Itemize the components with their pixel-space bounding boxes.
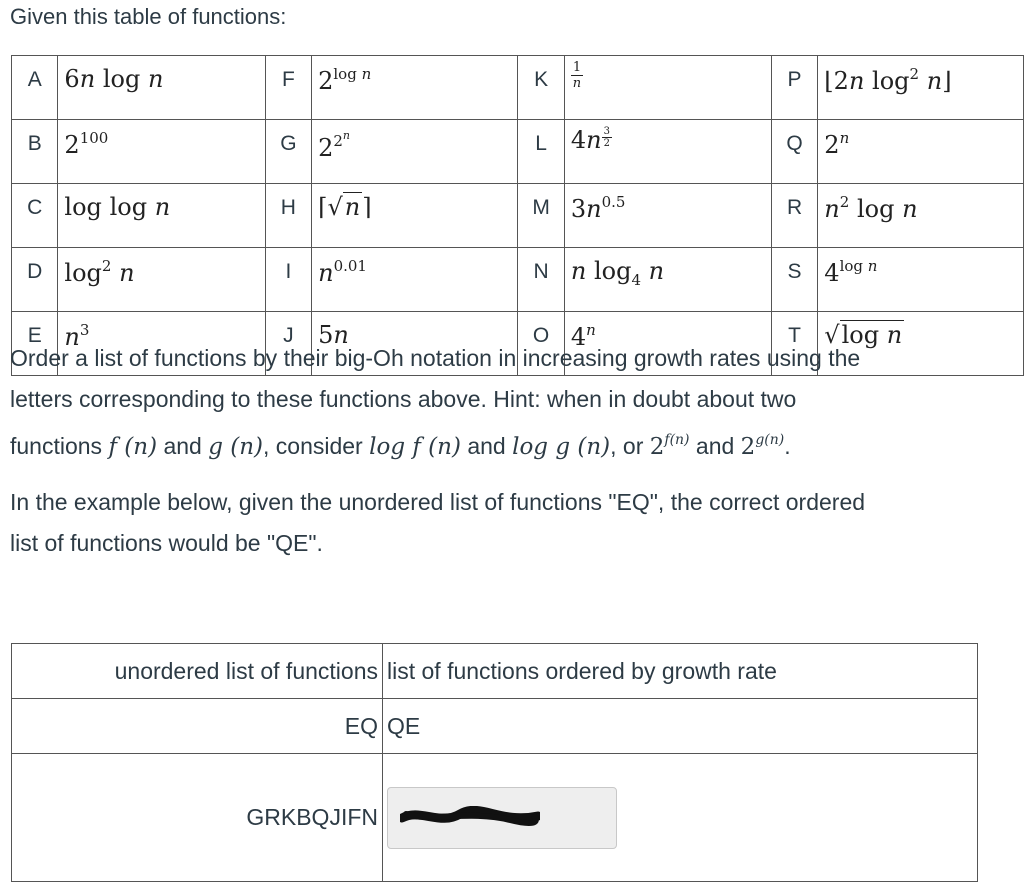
function-M: $3n^{0.5}$: [564, 184, 771, 248]
label-D: D: [12, 248, 58, 312]
example-ordered: QE: [383, 699, 978, 754]
table-row: [12, 120, 1024, 184]
label-H: H: [265, 184, 311, 248]
function-F: $2^{log n}$: [312, 56, 518, 120]
function-T: √log n: [818, 312, 1024, 376]
label-K: K: [518, 56, 564, 120]
label-S: S: [771, 248, 817, 312]
function-B: $2^{100}$: [58, 120, 265, 184]
function-H: ⌈√n⌉: [312, 184, 518, 248]
function-O: 4$^n$: [564, 312, 771, 376]
label-N: N: [518, 248, 564, 312]
function-I: $n^{0.01}$: [312, 248, 518, 312]
table-row: [12, 754, 978, 882]
table-row: [12, 248, 1024, 312]
function-Q: 2$^n$: [818, 120, 1024, 184]
label-C: C: [12, 184, 58, 248]
function-E: $n^3$: [58, 312, 265, 376]
example-paragraph: [10, 482, 1015, 564]
function-R: $n^2$ log n: [818, 184, 1024, 248]
function-L: 4n $\frac{3}{2}$: [564, 120, 771, 184]
function-J: 5n: [312, 312, 518, 376]
label-L: L: [518, 120, 564, 184]
function-P: ⌊2n $\log^2$ n⌋: [818, 56, 1024, 120]
intro-text: Given this table of functions:: [10, 4, 287, 29]
label-T: T: [771, 312, 817, 376]
label-R: R: [771, 184, 817, 248]
label-B: B: [12, 120, 58, 184]
function-G: $2^{2^n}$: [312, 120, 518, 184]
example-line-2: list of functions would be "QE".: [10, 530, 323, 556]
label-F: F: [265, 56, 311, 120]
header-ordered: list of functions ordered by growth rate: [383, 644, 978, 699]
instructions-paragraph: [10, 338, 1015, 468]
instructions-line-3: functions f (n) and g (n), consider log f (n) and log g (n), or $2^{f(n)}$ and $2^{g(n)}$.: [10, 432, 791, 460]
instructions-line-1: Order a list of functions by their big-Oh notation in increasing growth rates using the: [10, 345, 861, 371]
table-row: [12, 644, 978, 699]
example-line-1: In the example below, given the unordered list of functions "EQ", the correct ordered: [10, 489, 866, 515]
table-row: [12, 56, 1024, 120]
label-E: E: [12, 312, 58, 376]
function-C: log log n: [58, 184, 265, 248]
function-S: $4^{log n}$: [818, 248, 1024, 312]
function-N: n $\log_4 n$: [564, 248, 771, 312]
label-J: J: [265, 312, 311, 376]
label-G: G: [265, 120, 311, 184]
label-A: A: [12, 56, 58, 120]
redaction-scribble: [400, 806, 540, 830]
function-D: $\log^2 n$: [58, 248, 265, 312]
function-A: 6n log n: [58, 56, 265, 120]
label-M: M: [518, 184, 564, 248]
label-P: P: [771, 56, 817, 120]
functions-table: [11, 55, 1024, 376]
table-row: [12, 699, 978, 754]
function-K: $\frac{1}{n}$: [564, 56, 771, 120]
label-O: O: [518, 312, 564, 376]
example-unordered: EQ: [12, 699, 383, 754]
answer-cell: [383, 754, 978, 882]
question-unordered: GRKBQJIFN: [12, 754, 383, 882]
label-Q: Q: [771, 120, 817, 184]
label-I: I: [265, 248, 311, 312]
table-row: [12, 184, 1024, 248]
answer-input[interactable]: [387, 787, 617, 849]
example-table: [11, 643, 978, 882]
instructions-line-2: letters corresponding to these functions above. Hint: when in doubt about two: [10, 386, 797, 412]
header-unordered: unordered list of functions: [12, 644, 383, 699]
